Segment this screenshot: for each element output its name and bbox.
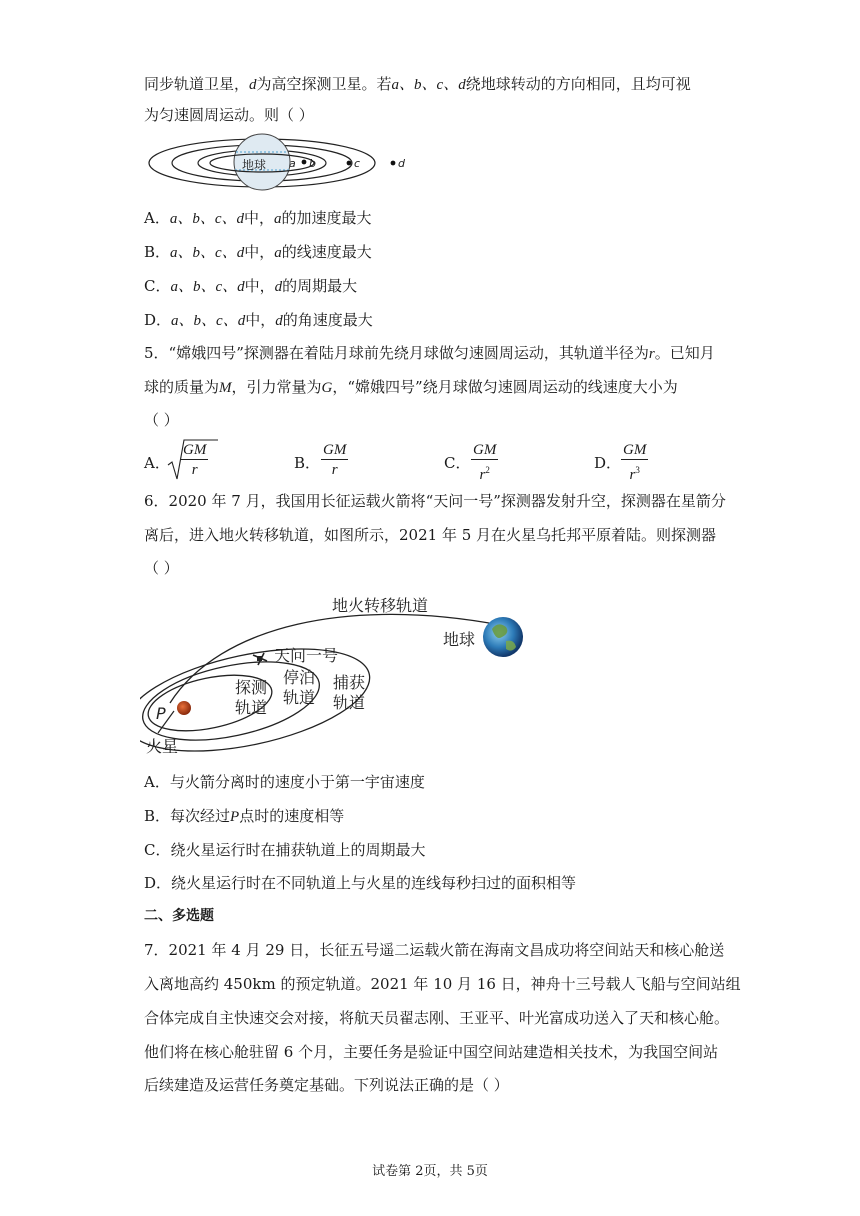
q6-option-b: B．每次经过P点时的速度相等	[144, 807, 345, 825]
probe-label: 天问一号	[274, 646, 339, 665]
section-heading: 二、多选题	[144, 908, 214, 924]
label-b: b	[309, 157, 316, 170]
q5-stem-line-3: （ ）	[144, 411, 179, 429]
q4-option-c: C．a、b、c、d中，d的周期最大	[144, 277, 358, 295]
q5-option-b-fraction: $\frac{GM}{r}$	[323, 442, 347, 478]
detect-label-2: 轨道	[235, 698, 268, 717]
point-p-label: P	[156, 704, 166, 723]
earth-globe	[483, 617, 523, 657]
earth-label: 地球	[443, 630, 476, 649]
q7-line-2: 入离地高约 450km 的预定轨道。2021 年 10 月 16 日，神舟十三号载人飞船与空间站组	[144, 975, 741, 993]
q5-option-c-letter: C．	[444, 454, 471, 472]
q5-option-a-fraction: $\frac{GM}{r}$	[183, 442, 207, 478]
mars-label: 火星	[146, 737, 179, 755]
q6-option-a: A．与火箭分离时的速度小于第一宇宙速度	[144, 773, 425, 791]
q5-option-a-letter: A．	[144, 454, 170, 472]
q6-stem-line-3: （ ）	[144, 559, 179, 577]
park-label-2: 轨道	[283, 688, 316, 707]
label-a: a	[289, 157, 296, 170]
label-d: d	[398, 157, 405, 170]
q5-stem-line-1: 5．“嫦娥四号”探测器在着陆月球前先绕月球做匀速圆周运动，其轨道半径为r。已知月	[144, 344, 715, 362]
q5-option-d-letter: D．	[594, 454, 622, 472]
q7-line-4: 他们将在核心舱驻留 6 个月，主要任务是验证中国空间站建造相关技术，为我国空间站	[144, 1043, 719, 1061]
mars-transfer-figure	[140, 585, 540, 755]
q6-option-d: D．绕火星运行时在不同轨道上与火星的连线每秒扫过的面积相等	[144, 874, 577, 892]
capture-label-2: 轨道	[333, 693, 366, 712]
transfer-orbit-label: 地火转移轨道	[332, 596, 429, 615]
satellite-orbit-figure	[144, 130, 414, 196]
q4-option-d: D．a、b、c、d中，d的角速度最大	[144, 311, 373, 329]
probe-icon	[253, 653, 267, 665]
q4-stem-line-2: 为匀速圆周运动。则（ ）	[144, 106, 314, 124]
q7-line-3: 合体完成自主快速交会对接，将航天员翟志刚、王亚平、叶光富成功送入了天和核心舱。	[144, 1009, 730, 1027]
q4-option-a: A．a、b、c、d中，a的加速度最大	[144, 209, 372, 227]
q6-option-c: C．绕火星运行时在捕获轨道上的周期最大	[144, 841, 426, 859]
q7-line-5: 后续建造及运营任务奠定基础。下列说法正确的是（ ）	[144, 1076, 509, 1094]
detect-label-1: 探测	[235, 678, 268, 697]
q7-line-1: 7．2021 年 4 月 29 日，长征五号遥二运载火箭在海南文昌成功将空间站天和核心舱送	[144, 941, 725, 959]
q6-stem-line-1: 6．2020 年 7 月，我国用长征运载火箭将“天问一号”探测器发射升空，探测器在星箭分	[144, 492, 726, 510]
q5-option-d-fraction: $\frac{GM}{r^3}$	[623, 442, 647, 483]
q6-stem-line-2: 离后，进入地火转移轨道，如图所示，2021 年 5 月在火星乌托邦平原着陆。则探测器	[144, 526, 717, 544]
q5-option-b-letter: B．	[294, 454, 321, 472]
q5-option-c-fraction: $\frac{GM}{r^2}$	[473, 442, 497, 483]
q5-stem-line-2: 球的质量为M，引力常量为G，“嫦娥四号”绕月球做匀速圆周运动的线速度大小为	[144, 378, 678, 396]
q4-option-b: B．a、b、c、d中，a的线速度最大	[144, 243, 372, 261]
capture-label-1: 捕获	[333, 673, 366, 692]
mars-planet	[177, 701, 191, 715]
park-label-1: 停泊	[283, 668, 316, 687]
earth-label: 地球	[242, 158, 267, 172]
label-c: c	[354, 157, 361, 170]
q4-stem-line-1: 同步轨道卫星，d为高空探测卫星。若a、b、c、d绕地球转动的方向相同，且均可视	[144, 75, 691, 93]
page-footer: 试卷第 2页，共 5页	[372, 1164, 488, 1179]
